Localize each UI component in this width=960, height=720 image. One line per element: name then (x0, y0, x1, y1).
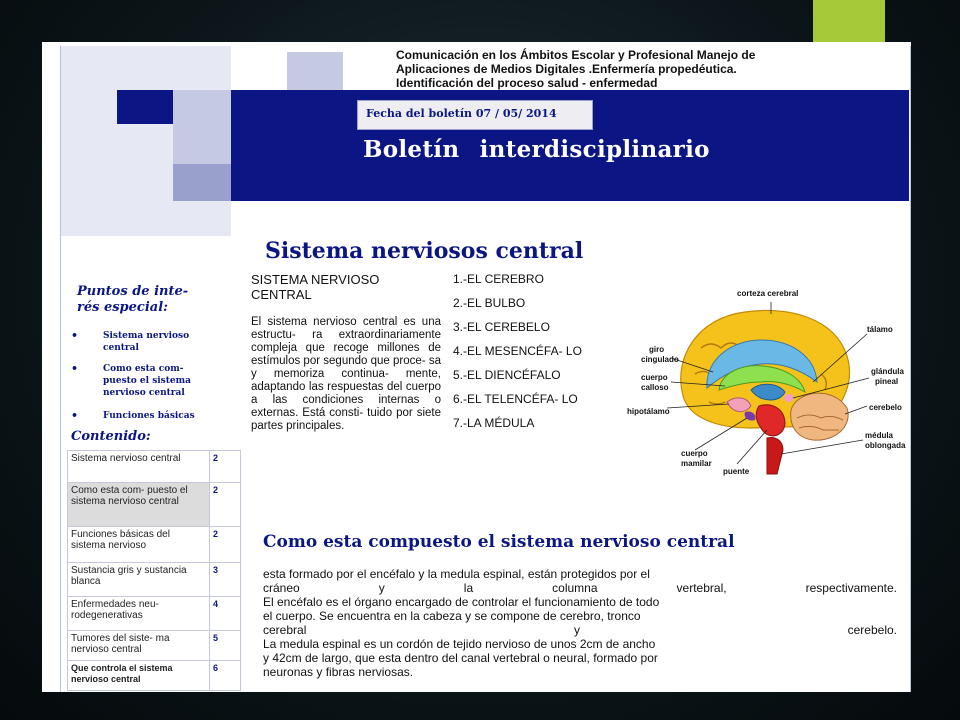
label-hipotalamo: hipotálamo (627, 407, 670, 416)
section2-line: y 42cm de largo, que esta dentro del canal vertebral o neural, formado por (263, 651, 658, 665)
label-puente: puente (723, 467, 750, 476)
label-glandula: pineal (875, 377, 899, 386)
section2-body (263, 567, 897, 679)
bullet-text: • Funciones básicas (103, 411, 195, 421)
section2-line: esta formado por el encéfalo y la medula espinal, están protegidos por el (263, 567, 650, 581)
toc-label: Tumores del siste- ma nervioso central (68, 631, 210, 661)
toc-row (68, 597, 241, 631)
bulletin-date: Fecha del boletín 07 / 05/ 2014 (366, 107, 557, 120)
header-square (173, 124, 231, 164)
toc-page: 2 (210, 451, 241, 483)
header-square (61, 46, 231, 90)
label-giro: giro (649, 345, 665, 354)
label-corteza: corteza cerebral (737, 289, 799, 298)
label-mamilar: cuerpo (681, 449, 708, 458)
interest-bullet (73, 410, 213, 422)
label-mamilar: mamilar (681, 459, 712, 468)
interest-bullet (73, 363, 213, 399)
parts-list (453, 272, 623, 440)
toc-page: 6 (210, 661, 241, 691)
section2-title: Como esta compuesto el sistema nervioso central (263, 532, 735, 552)
bullet-text: • Sistema nervioso central (103, 331, 190, 353)
banner-square (231, 164, 287, 201)
toc-label: Funciones básicas del sistema nervioso (68, 527, 210, 563)
intro-paragraph: El sistema nervioso central es una estructu- ra extraordinariamente compleja que recoge millones de estímulos por segundo que proce- sa y memoriza continua- mente, adaptando las respuestas del cuerpo a las condiciones internas o externas. Está consti- tuido por siete partes principales. (251, 316, 441, 432)
toc-label: Como esta com- puesto el sistema nervioso central (68, 483, 210, 527)
toc-page: 2 (210, 527, 241, 563)
toc-label: Sistema nervioso central (68, 451, 210, 483)
toc-row (68, 661, 241, 691)
interest-bullet (73, 330, 213, 354)
interest-title (77, 284, 188, 316)
parts-list-item: 6.-EL TELENCÉFA- LO (453, 392, 578, 406)
accent-block (813, 0, 885, 42)
header-line: Comunicación en los Ámbitos Escolar y Profesional Manejo de (396, 48, 756, 62)
parts-list-item: 7.-LA MÉDULA (453, 416, 535, 430)
section-title: Sistema nerviosos central (265, 238, 584, 264)
contents-table (67, 450, 241, 691)
toc-row (68, 483, 241, 527)
medulla-shape (767, 438, 783, 475)
parts-list-item: 4.-EL MESENCÉFA- LO (453, 344, 582, 358)
brain-diagram (621, 278, 911, 488)
toc-label: Que controla el sistema nervioso central (68, 661, 210, 691)
intro-heading: SISTEMA NERVIOSO CENTRAL (251, 272, 380, 302)
section2-line: El encéfalo es el órgano encargado de controlar el funcionamiento de todo (263, 595, 660, 609)
header-square (287, 52, 343, 90)
section2-line: neuronas y fibras nerviosas. (263, 665, 414, 679)
toc-row (68, 563, 241, 597)
page-frame (60, 46, 911, 692)
date-box (357, 100, 593, 130)
label-medula: médula (865, 431, 894, 440)
label-glandula: glándula (871, 367, 904, 376)
parts-list-item: 5.-EL DIENCÉFALO (453, 368, 561, 382)
bulletin-page (42, 42, 911, 692)
label-talamo: tálamo (867, 325, 893, 334)
section2-line: La medula espinal es un cordón de tejido nervioso de unos 2cm de ancho (263, 637, 656, 651)
toc-label: Sustancia gris y sustancia blanca (68, 563, 210, 597)
parts-list-item: 3.-EL CEREBELO (453, 320, 550, 334)
toc-page: 5 (210, 631, 241, 661)
toc-label: Enfermedades neu- rodegenerativas (68, 597, 210, 631)
header-square (61, 201, 231, 236)
label-calloso: cuerpo (641, 373, 668, 382)
toc-row (68, 527, 241, 563)
section2-line: el cuerpo. Se encuentra en la cabeza y se compone de cerebro, tronco (263, 609, 641, 623)
bullet-text: • Como esta com- puesto el sistema nervioso central (103, 364, 191, 398)
header-square (173, 90, 231, 124)
toc-row (68, 451, 241, 483)
label-calloso: calloso (641, 383, 669, 392)
label-medula: oblongada (865, 441, 906, 450)
parts-list-item: 1.-EL CEREBRO (453, 272, 544, 286)
pineal-shape (784, 394, 794, 402)
bulletin-header (396, 48, 906, 90)
content-title: Contenido: (71, 429, 151, 444)
toc-page: 3 (210, 563, 241, 597)
toc-row (68, 631, 241, 661)
label-giro: cingulado (641, 355, 679, 364)
toc-page: 2 (210, 483, 241, 527)
header-line: Aplicaciones de Medios Digitales .Enfermería propedéutica. (396, 62, 737, 76)
header-square (117, 90, 173, 124)
label-cerebelo: cerebelo (869, 403, 902, 412)
interest-title-line: Puntos de inte- (77, 284, 189, 299)
section2-line: cráneo y la columna vertebral, respectivamente. (263, 581, 897, 595)
bulletin-title: Boletín interdisciplinario (363, 136, 710, 163)
header-line: Identificación del proceso salud - enfermedad (396, 76, 658, 90)
intro-column (251, 272, 441, 433)
header-square (173, 164, 231, 201)
parts-list-item: 2.-EL BULBO (453, 296, 526, 310)
toc-page: 4 (210, 597, 241, 631)
interest-title-line: rés especial: (77, 300, 168, 315)
section2-line: cerebral y cerebelo. (263, 623, 897, 637)
